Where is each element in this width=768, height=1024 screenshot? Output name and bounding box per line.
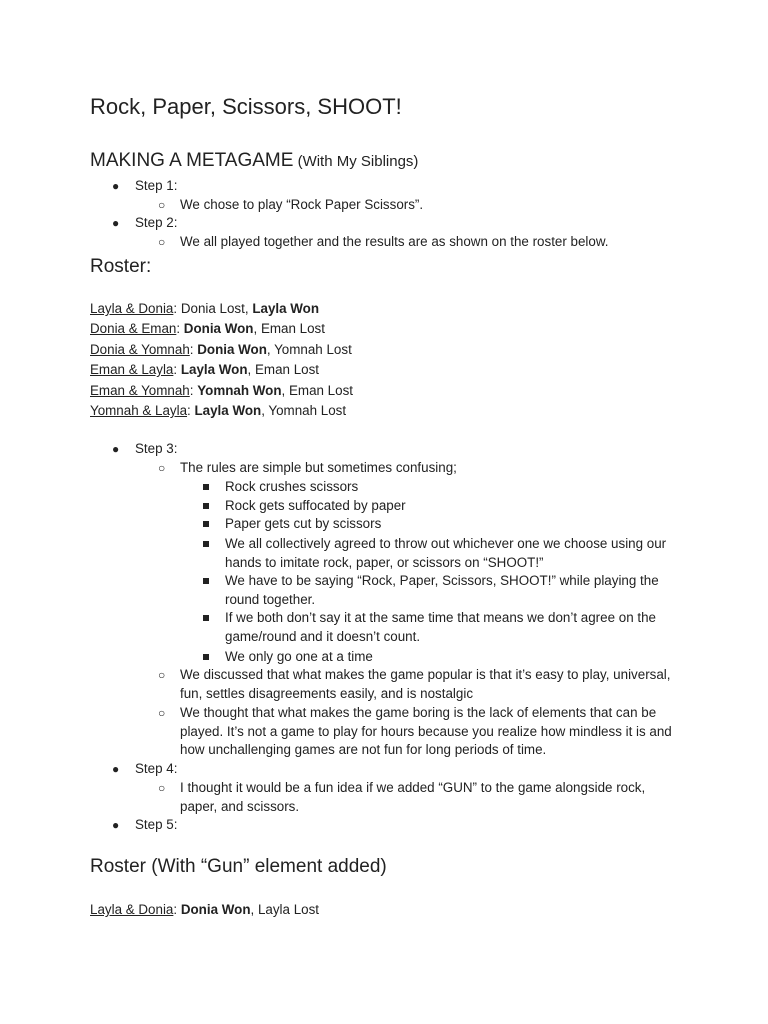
roster-result: Layla Won	[252, 301, 320, 316]
roster-result: Yomnah Lost	[268, 403, 347, 418]
metagame-heading	[90, 150, 418, 172]
circle-bullet-icon: ○	[158, 198, 166, 212]
popular-note: We discussed that what makes the game popular is that it’s easy to play, universal, fun, settles disagreements easily, and is nostalgic	[180, 667, 671, 701]
bullet-icon: ●	[112, 442, 120, 456]
roster-line: Donia & Eman: Donia Won, Eman Lost	[90, 321, 325, 336]
rule-item: Paper gets cut by scissors	[225, 516, 382, 531]
circle-bullet-icon: ○	[158, 706, 166, 720]
roster-pair: Donia & Eman	[90, 321, 177, 336]
rule-item: We have to be saying “Rock, Paper, Scissors, SHOOT!” while playing the round together.	[225, 573, 659, 607]
roster-line: Layla & Donia: Donia Won, Layla Lost	[90, 902, 320, 917]
rules-intro: The rules are simple but sometimes confusing;	[180, 460, 457, 475]
rule-item: We only go one at a time	[225, 649, 373, 664]
step-2-label: Step 2:	[135, 215, 178, 230]
roster-result: Eman Lost	[255, 362, 320, 377]
roster-result: Donia Won	[183, 321, 254, 336]
step-4-label: Step 4:	[135, 761, 178, 776]
metagame-heading-main: MAKING A METAGAME	[90, 150, 294, 171]
roster-heading: Roster:	[90, 256, 152, 277]
step-5-label: Step 5:	[135, 817, 178, 832]
rule-item: If we both don’t say it at the same time that means we don’t agree on the game/round and it doesn’t count.	[225, 610, 656, 644]
bullet-icon: ●	[112, 179, 120, 193]
square-bullet-icon	[203, 503, 209, 509]
roster-pair: Eman & Layla	[90, 362, 174, 377]
roster-result: Layla Lost	[257, 902, 320, 917]
circle-bullet-icon: ○	[158, 461, 166, 475]
boring-note: We thought that what makes the game boring is the lack of elements that can be played. It’s not a game to play for hours because you realize how mindless it is and how unchallenging games are not fun for long periods of time.	[180, 705, 672, 757]
roster-line: Layla & Donia: Donia Lost, Layla Won	[90, 301, 320, 316]
square-bullet-icon	[203, 578, 209, 584]
roster-pair: Eman & Yomnah	[90, 383, 190, 398]
roster-pair: Donia & Yomnah	[90, 342, 190, 357]
bullet-icon: ●	[112, 216, 120, 230]
circle-bullet-icon: ○	[158, 668, 166, 682]
bullet-icon: ●	[112, 818, 120, 832]
square-bullet-icon	[203, 484, 209, 490]
roster-line: Yomnah & Layla: Layla Won, Yomnah Lost	[90, 403, 347, 418]
step-2-detail: We all played together and the results are as shown on the roster below.	[180, 234, 609, 249]
step-4-detail: I thought it would be a fun idea if we added “GUN” to the game alongside rock, paper, and scissors.	[180, 780, 646, 814]
roster-line: Eman & Layla: Layla Won, Eman Lost	[90, 362, 320, 377]
circle-bullet-icon: ○	[158, 235, 166, 249]
square-bullet-icon	[203, 615, 209, 621]
step-1-detail: We chose to play “Rock Paper Scissors”.	[180, 197, 424, 212]
rule-item: We all collectively agreed to throw out whichever one we choose using our hands to imitate rock, paper, or scissors on “SHOOT!”	[225, 536, 667, 570]
square-bullet-icon	[203, 654, 209, 660]
metagame-heading-suffix: (With My Siblings)	[293, 153, 419, 170]
rule-item: Rock gets suffocated by paper	[225, 498, 406, 513]
roster-line: Donia & Yomnah: Donia Won, Yomnah Lost	[90, 342, 352, 357]
square-bullet-icon	[203, 541, 209, 547]
bullet-icon: ●	[112, 762, 120, 776]
roster-result: Layla Won	[194, 403, 262, 418]
roster-pair: Yomnah & Layla	[90, 403, 188, 418]
roster-2-heading: Roster (With “Gun” element added)	[90, 856, 387, 877]
roster-result: Donia Won	[197, 342, 267, 357]
roster-result: Donia Won	[180, 902, 251, 917]
roster-pair: Layla & Donia	[90, 902, 174, 917]
circle-bullet-icon: ○	[158, 781, 166, 795]
square-bullet-icon	[203, 521, 209, 527]
rule-item: Rock crushes scissors	[225, 479, 359, 494]
roster-line: Eman & Yomnah: Yomnah Won, Eman Lost	[90, 383, 353, 398]
roster-pair: Layla & Donia	[90, 301, 174, 316]
roster-result: Layla Won	[180, 362, 248, 377]
roster-result: Eman Lost	[288, 383, 353, 398]
step-3-label: Step 3:	[135, 441, 178, 456]
step-1-label: Step 1:	[135, 178, 178, 193]
roster-result: Donia Lost	[180, 301, 245, 316]
roster-result: Eman Lost	[260, 321, 325, 336]
document-title: Rock, Paper, Scissors, SHOOT!	[90, 94, 402, 119]
roster-result: Yomnah Lost	[274, 342, 352, 357]
roster-result: Yomnah Won	[197, 383, 282, 398]
